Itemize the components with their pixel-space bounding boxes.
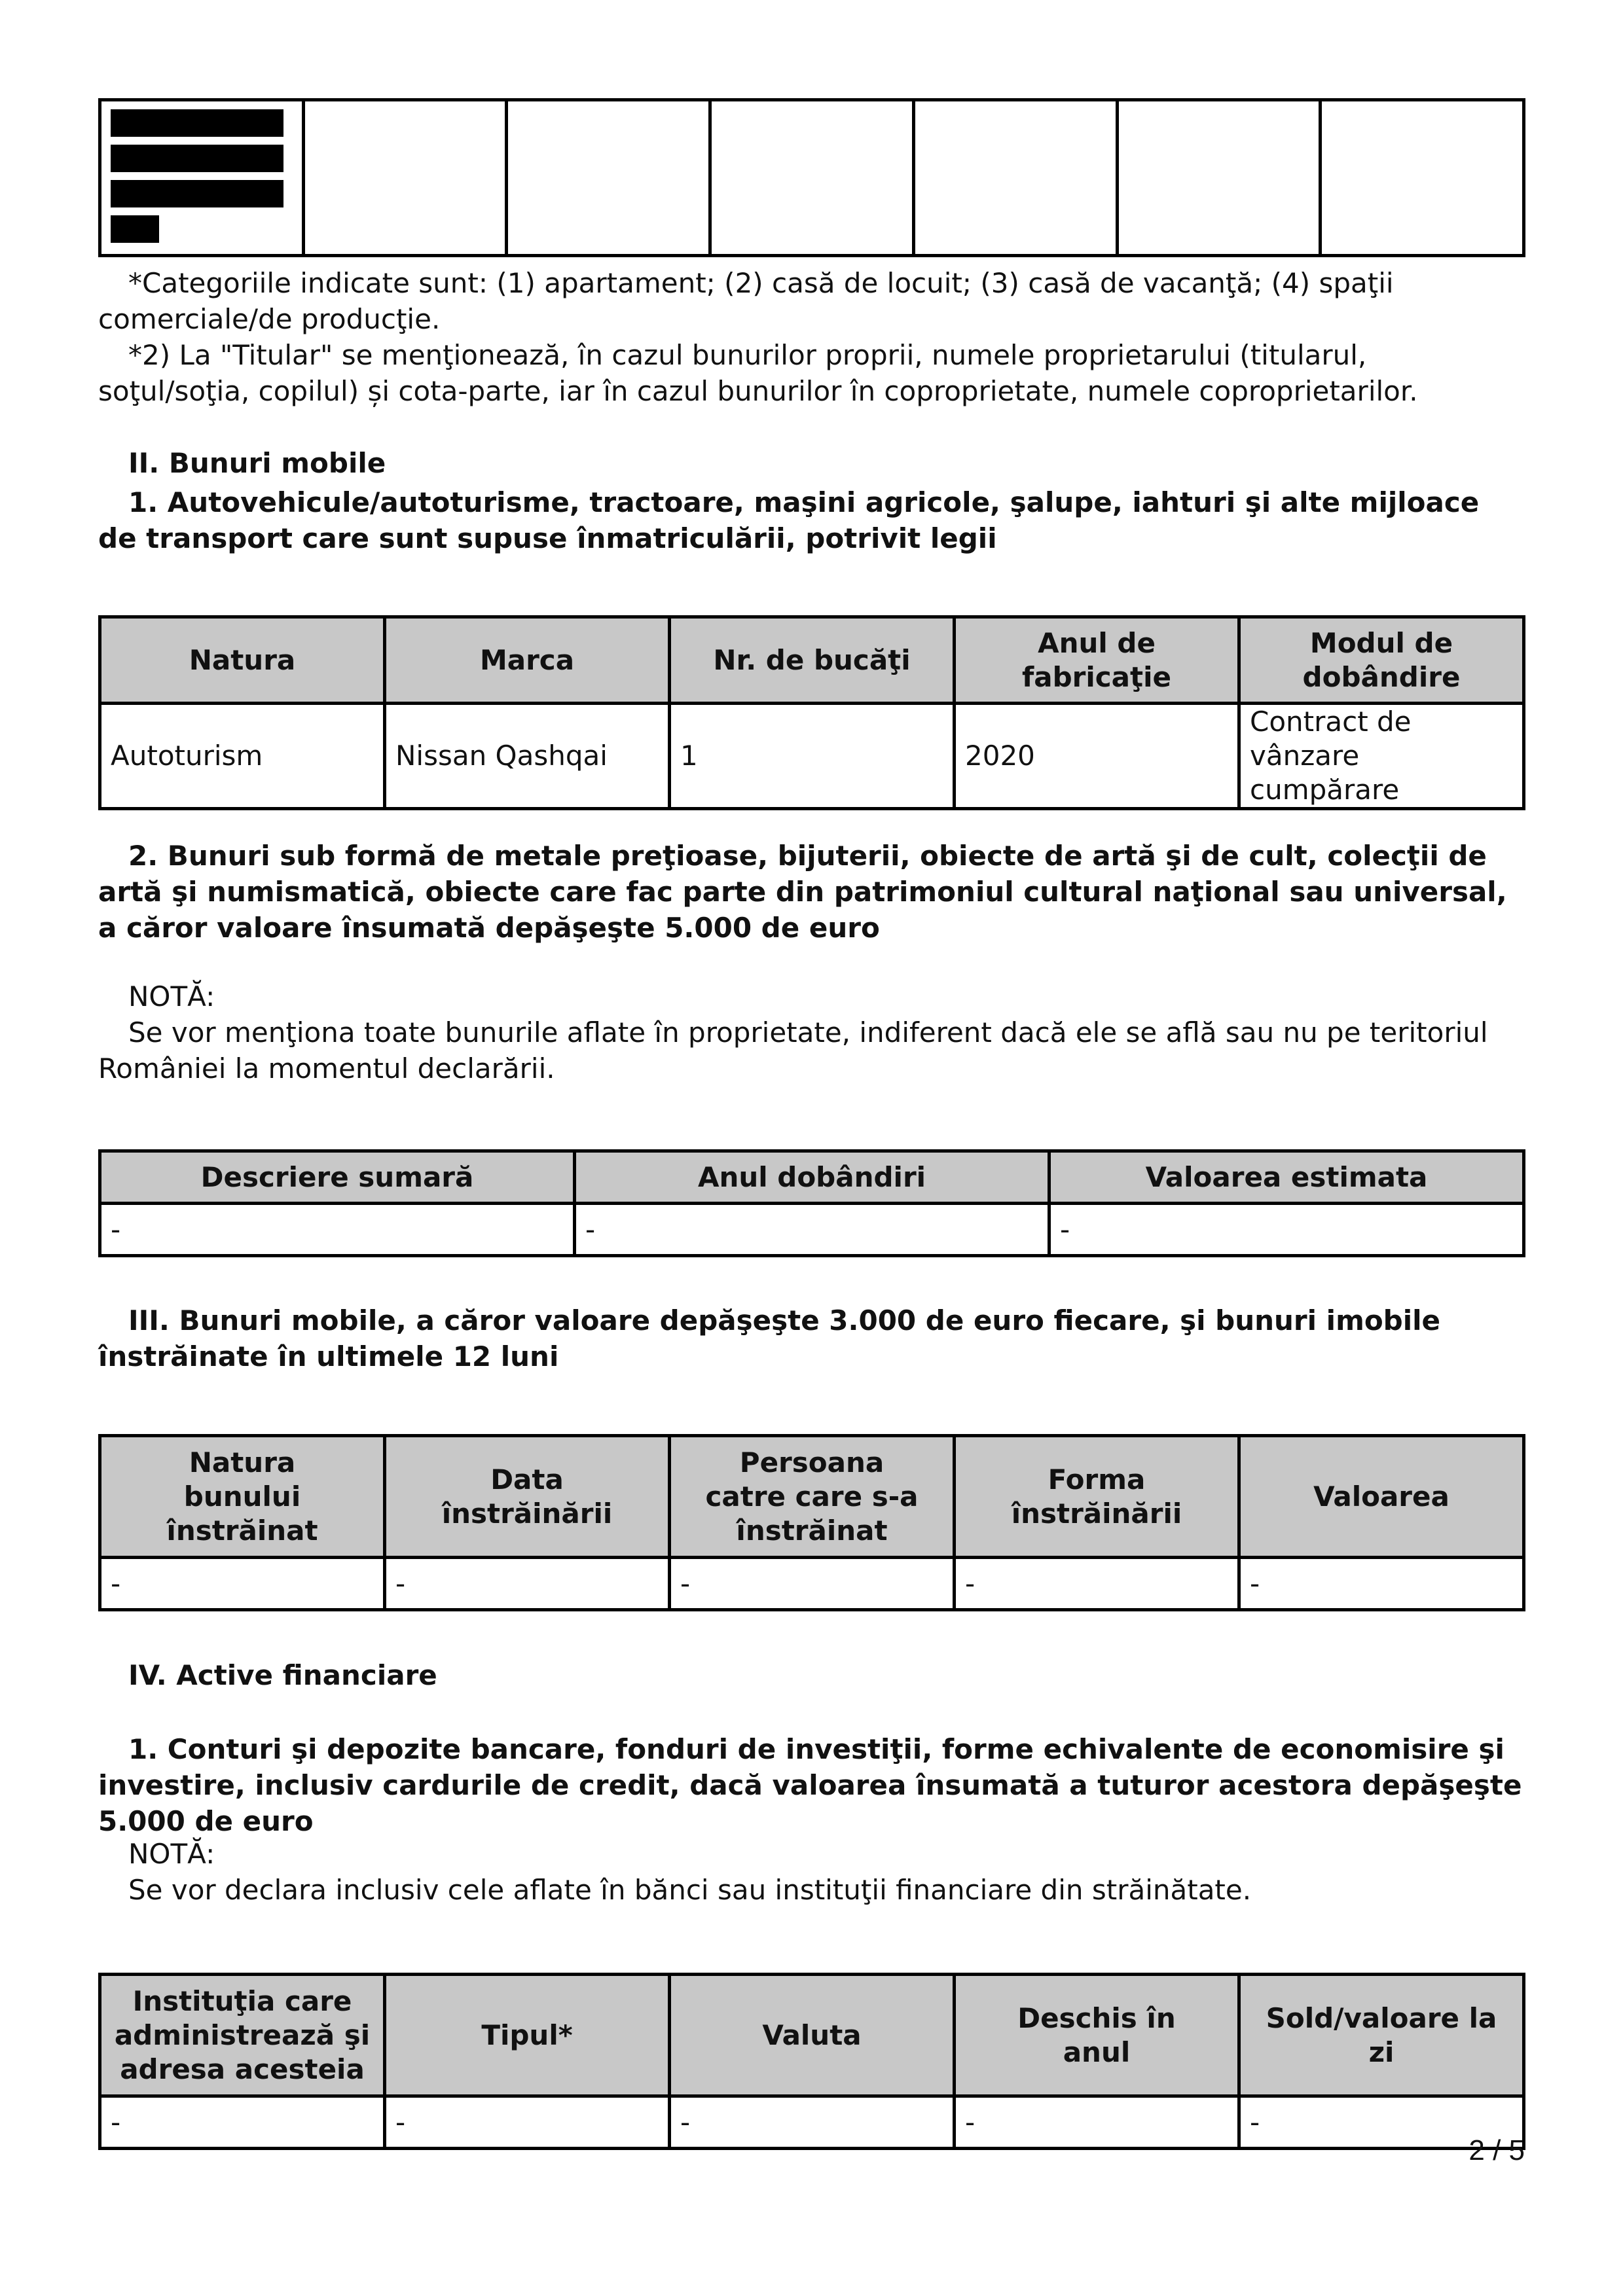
header-cell: Valoarea: [1239, 1436, 1524, 1558]
nota-1: [98, 978, 1525, 1086]
valuables-table: [98, 1149, 1525, 1257]
table-cell: -: [1239, 2096, 1524, 2149]
table-row: [100, 1204, 1524, 1256]
vehicles-table: [98, 615, 1525, 810]
table-cell: Nissan Qashqai: [385, 704, 670, 809]
nota-text: Se vor declara inclusiv cele aflate în bănci sau instituţii financiare din străinătate.: [128, 1874, 1252, 1906]
table-cell: -: [100, 1204, 575, 1256]
table-cell: 1: [670, 704, 955, 809]
table-cell: -: [385, 1558, 670, 1610]
table-cell: -: [670, 2096, 955, 2149]
header-cell: Valuta: [670, 1975, 955, 2096]
section-2-sub1: 1. Autovehicule/autoturisme, tractoare, maşini agricole, şalupe, iahturi şi alte mijloace de transport care sunt supuse înmatriculării, potrivit legii: [98, 486, 1480, 554]
section-2-sub2: 2. Bunuri sub formă de metale preţioase, bijuterii, obiecte de artă şi de cult, colecţii de artă şi numismatică, obiecte care fac parte din patrimoniul cultural naţional sau universal, a căror valoare însumată depăşeşte 5.000 de euro: [98, 840, 1507, 944]
table-cell: -: [1049, 1204, 1524, 1256]
footnote: *Categoriile indicate sunt: (1) apartament; (2) casă de locuit; (3) casă de vacanţă; (4) spaţii comerciale/de producţie.: [98, 267, 1394, 335]
section-3-title: III. Bunuri mobile, a căror valoare depăşeşte 3.000 de euro fiecare, şi bunuri imobile înstrăinate în ultimele 12 luni: [98, 1304, 1441, 1372]
bank-accounts-table: [98, 1973, 1525, 2150]
redaction-bar: [111, 215, 159, 243]
table-cell: [1321, 100, 1524, 256]
header-cell: Valoarea estimata: [1049, 1151, 1524, 1204]
table-cell: -: [385, 2096, 670, 2149]
section-4-sub1: 1. Conturi şi depozite bancare, fonduri de investiţii, forme echivalente de economisire şi investire, inclusiv cardurile de credit, dacă valoarea însumată a tuturor acestora depăşeşte 5.000 de euro: [98, 1733, 1522, 1837]
table-cell: Contract de vânzare cumpărare: [1239, 704, 1524, 809]
header-cell: Tipul*: [385, 1975, 670, 2096]
table-cell: -: [955, 1558, 1239, 1610]
redaction-bar: [111, 145, 283, 172]
header-cell: Marca: [385, 617, 670, 704]
section-2-title: II. Bunuri mobile: [128, 447, 386, 479]
redaction-bar: [111, 109, 283, 137]
header-cell: Natura bunului înstrăinat: [100, 1436, 385, 1558]
table-cell: -: [100, 1558, 385, 1610]
footnotes: [98, 265, 1525, 409]
header-cell: Instituţia care administrează şi adresa acesteia: [100, 1975, 385, 2096]
header-cell: Modul de dobândire: [1239, 617, 1524, 704]
alienated-assets-table: [98, 1434, 1525, 1611]
header-cell: Persoana catre care s-a înstrăinat: [670, 1436, 955, 1558]
header-cell: Deschis în anul: [955, 1975, 1239, 2096]
header-cell: Sold/valoare la zi: [1239, 1975, 1524, 2096]
table-cell: [913, 100, 1117, 256]
table-cell: Autoturism: [100, 704, 385, 809]
header-cell: Descriere sumară: [100, 1151, 575, 1204]
table-cell: -: [955, 2096, 1239, 2149]
header-cell: Nr. de bucăţi: [670, 617, 955, 704]
table-cell: [1117, 100, 1321, 256]
page-number: 2 / 5: [1468, 2134, 1525, 2166]
nota-text: Se vor menţiona toate bunurile aflate în proprietate, indiferent dacă ele se află sau nu pe teritoriul României la momentul declarării.: [98, 1016, 1488, 1085]
table-cell: -: [1239, 1558, 1524, 1610]
table-cell: -: [100, 2096, 385, 2149]
header-cell: Anul dobândiri: [575, 1151, 1049, 1204]
table-cell: [303, 100, 507, 256]
table-cell: -: [670, 1558, 955, 1610]
nota-label: NOTĂ:: [128, 1838, 215, 1870]
nota-label: NOTĂ:: [128, 980, 215, 1013]
table-cell: [507, 100, 710, 256]
redaction-bar: [111, 180, 283, 207]
table-cell: 2020: [955, 704, 1239, 809]
footnote: *2) La "Titular" se menţionează, în cazul bunurilor proprii, numele proprietarului (titularul, soţul/soţia, copilul) și cota-parte, iar în cazul bunurilor în coproprietate, numele coproprietarilor.: [98, 339, 1418, 407]
nota-2: [98, 1836, 1525, 1908]
header-cell: Anul de fabricaţie: [955, 617, 1239, 704]
header-cell: Data înstrăinării: [385, 1436, 670, 1558]
redacted-cell: [100, 100, 304, 256]
table-row: [100, 704, 1524, 809]
section-4-title: IV. Active financiare: [128, 1659, 437, 1691]
table-row: [100, 2096, 1524, 2149]
table-cell: -: [575, 1204, 1049, 1256]
table-cell: [710, 100, 914, 256]
header-cell: Forma înstrăinării: [955, 1436, 1239, 1558]
header-cell: Natura: [100, 617, 385, 704]
table-row: [100, 1558, 1524, 1610]
top-table: [98, 98, 1525, 257]
